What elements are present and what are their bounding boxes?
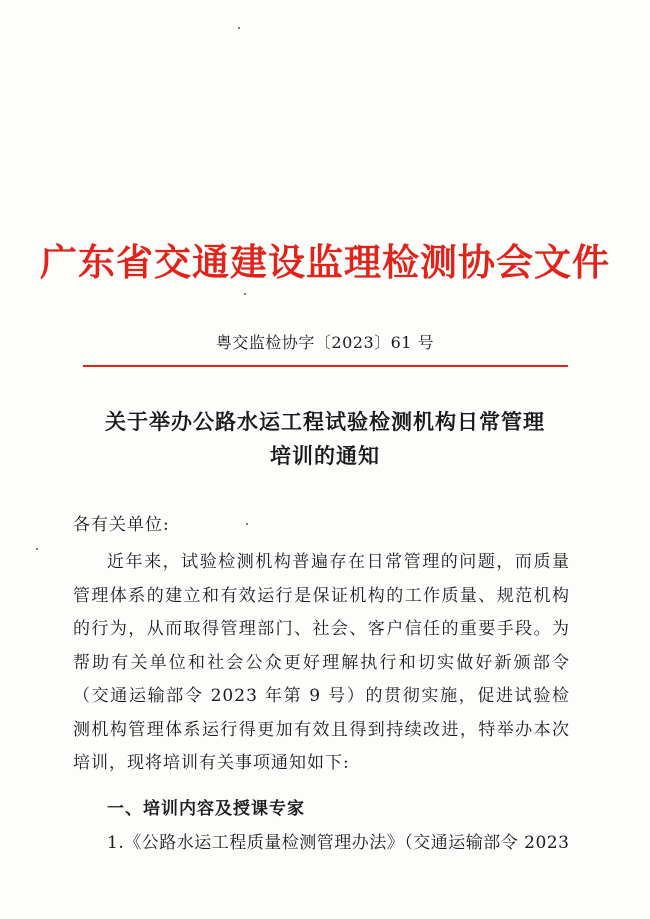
section-heading: 一、培训内容及授课专家	[107, 799, 305, 819]
scan-speck	[36, 548, 38, 550]
notice-title-line-2: 培训的通知	[270, 443, 380, 468]
body-paragraph: 近年来，试验检测机构普遍存在日常管理的问题，而质量管理体系的建立和有效运行是保证机构的工作质量、规范机构的行为，从而取得管理部门、社会、客户信任的重要手段。为帮助有关单位和社会公众更好理解执行和切实做好新颁部令（交通运输部令 2023 年第 9 号）的贯彻实施，促进试验检测机构管理体系运行得更加有效且得到持续改进，特举办本次培训，现将培训有关事项通知如下:	[73, 552, 570, 773]
scan-speck	[246, 523, 248, 525]
document-number: 粤交监检协字〔2023〕61 号	[215, 333, 435, 352]
salutation: 各有关单位:	[73, 515, 170, 535]
scan-speck	[238, 27, 240, 29]
notice-title-line-1: 关于举办公路水运工程试验检测机构日常管理	[105, 409, 545, 434]
issuer-header-title: 广东省交通建设监理检测协会文件	[40, 240, 610, 284]
red-divider-line	[83, 365, 568, 367]
scan-speck	[244, 293, 246, 295]
list-item: 1.《公路水运工程质量检测管理办法》（交通运输部令 2023	[107, 833, 570, 853]
notice-title	[60, 405, 590, 473]
